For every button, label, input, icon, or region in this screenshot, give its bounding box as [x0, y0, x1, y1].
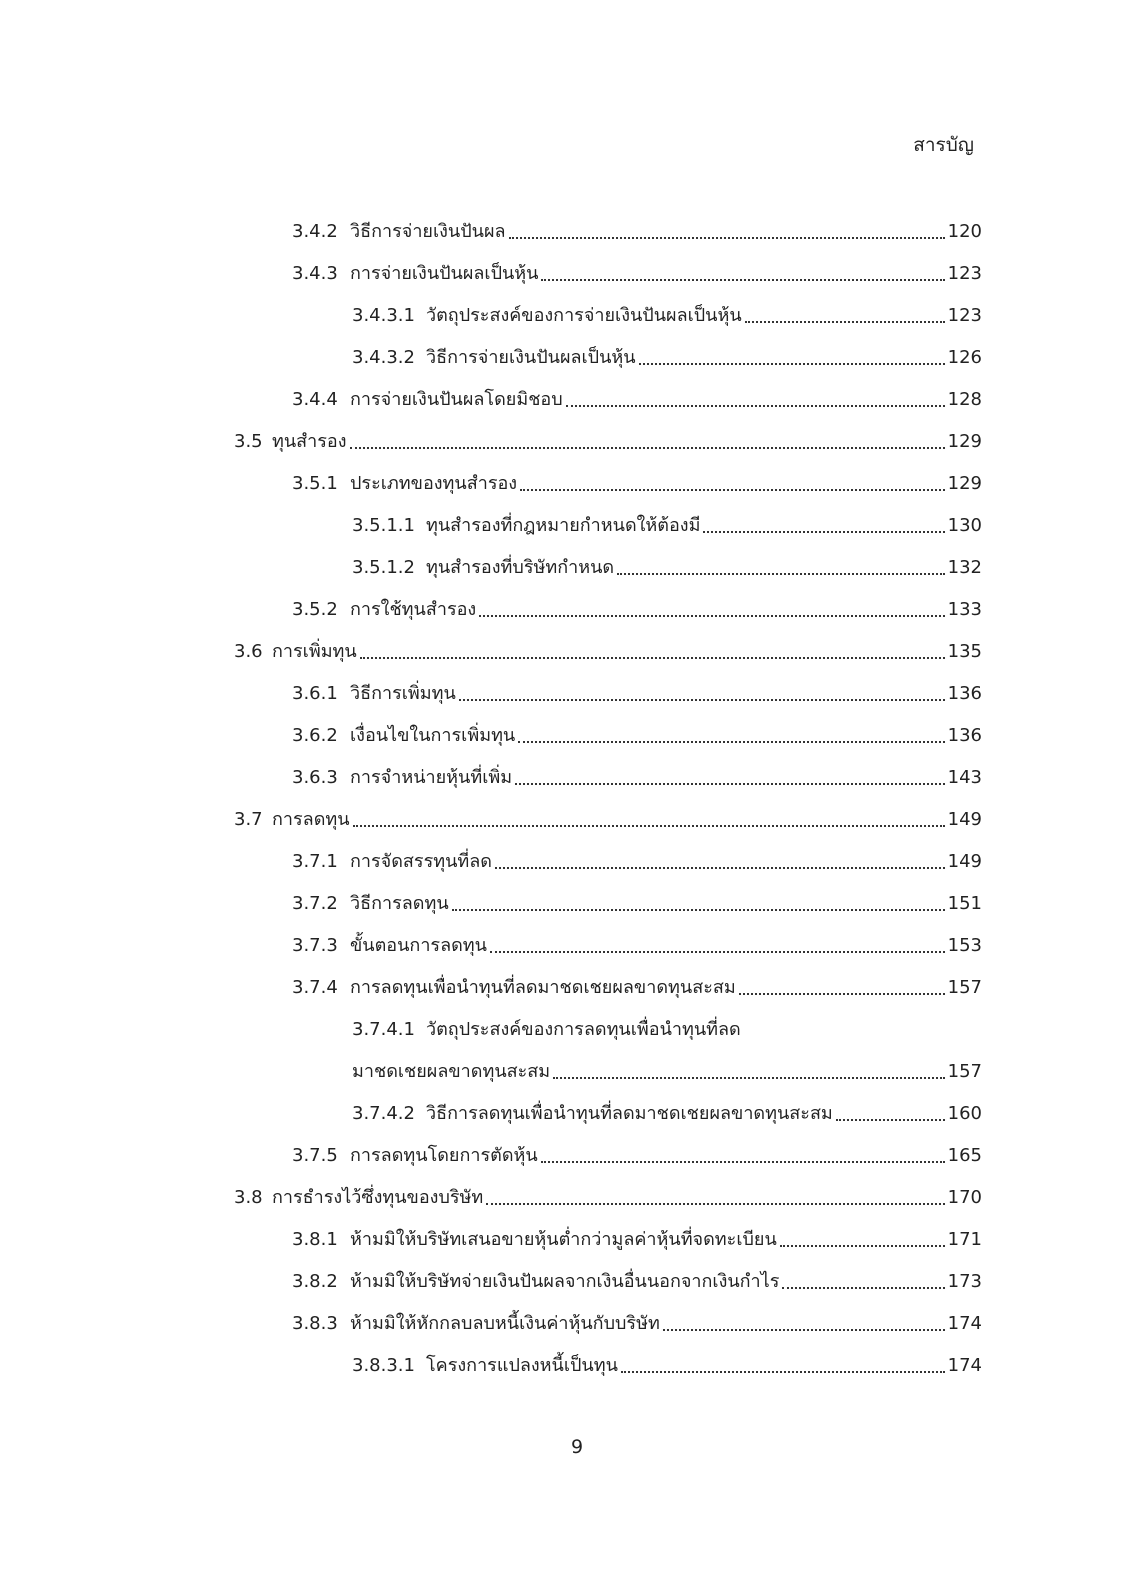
toc-entry-number: 3.6.3: [292, 767, 338, 788]
toc-entry-page: 120: [947, 221, 982, 242]
toc-entry-title: ทุนสำรองที่บริษัทกำหนด: [426, 557, 615, 578]
toc-entry-page: 136: [947, 725, 982, 746]
toc-entry-page: 165: [947, 1145, 982, 1166]
toc-entry-3-8-2[interactable]: [292, 1253, 982, 1295]
toc-entry-title: วิธีการลดทุน: [350, 893, 449, 914]
toc-entry-page: 129: [947, 473, 982, 494]
dot-leader: [780, 1245, 945, 1247]
toc-entry-title: ทุนสำรอง: [272, 431, 347, 452]
toc-entry-title: โครงการแปลงหนี้เป็นทุน: [426, 1355, 618, 1376]
toc-entry-title: การใช้ทุนสำรอง: [350, 599, 477, 620]
toc-entry-title: เงื่อนไขในการเพิ่มทุน: [350, 725, 516, 746]
toc-entry-number: 3.8.2: [292, 1271, 338, 1292]
toc-entry-title: วิธีการลดทุนเพื่อนำทุนที่ลดมาชดเชยผลขาดทุนสะสม: [426, 1103, 833, 1124]
toc-entry-number: 3.8.3.1: [352, 1355, 415, 1376]
toc-entry-page: 160: [947, 1103, 982, 1124]
toc-entry-title: วิธีการจ่ายเงินปันผล: [350, 221, 506, 242]
toc-entry-title: ประเภทของทุนสำรอง: [350, 473, 518, 494]
toc-entry-3-7-5[interactable]: [292, 1127, 982, 1169]
toc-entry-3-7-2[interactable]: [292, 875, 982, 917]
toc-entry-number: 3.7.4.2: [352, 1103, 415, 1124]
toc-entry-number: 3.4.2: [292, 221, 338, 242]
toc-entry-page: 136: [947, 683, 982, 704]
dot-leader: [617, 573, 945, 575]
toc-entry-page: 132: [947, 557, 982, 578]
dot-leader: [515, 783, 945, 785]
dot-leader: [353, 825, 945, 827]
toc-entry-title: การลดทุน: [272, 809, 350, 830]
dot-leader: [518, 741, 944, 743]
toc-entry-number: 3.5: [234, 431, 263, 452]
toc-entry-page: 170: [947, 1187, 982, 1208]
toc-entry-3-7-3[interactable]: [292, 917, 982, 959]
toc-entry-3-4-2[interactable]: [292, 203, 982, 245]
toc-entry-3-4-4[interactable]: [292, 371, 982, 413]
toc-entry-page: 143: [947, 767, 982, 788]
dot-leader: [639, 363, 945, 365]
dot-leader: [739, 993, 945, 995]
toc-entry-page: 123: [947, 263, 982, 284]
toc-entry-page: 174: [947, 1313, 982, 1334]
toc-entry-3-6[interactable]: [234, 623, 982, 665]
toc-entry-3-5-1-1[interactable]: [352, 497, 982, 539]
toc-entry-page: 149: [947, 851, 982, 872]
toc-entry-title: การจ่ายเงินปันผลโดยมิชอบ: [350, 389, 563, 410]
toc-entry-page: 129: [947, 431, 982, 452]
toc-entry-number: 3.8.3: [292, 1313, 338, 1334]
dot-leader: [663, 1329, 945, 1331]
toc-entry-page: 171: [947, 1229, 982, 1250]
toc-entry-page: 151: [947, 893, 982, 914]
dot-leader: [509, 237, 945, 239]
toc-entry-title: การจ่ายเงินปันผลเป็นหุ้น: [350, 263, 539, 284]
page-number: 9: [570, 1436, 584, 1458]
toc-entry-title: การธำรงไว้ซึ่งทุนของบริษัท: [272, 1187, 484, 1208]
toc-entry-page: 123: [947, 305, 982, 326]
toc-entry-page: 149: [947, 809, 982, 830]
toc-entry-number: 3.6.1: [292, 683, 338, 704]
toc-entry-number: 3.7.3: [292, 935, 338, 956]
dot-leader: [782, 1287, 944, 1289]
toc-entry-number: 3.6.2: [292, 725, 338, 746]
toc-entry-number: 3.4.3.1: [352, 305, 415, 326]
toc-entry-title: การเพิ่มทุน: [272, 641, 357, 662]
toc-entry-number: 3.4.4: [292, 389, 338, 410]
toc-entry-title: วัตถุประสงค์ของการจ่ายเงินปันผลเป็นหุ้น: [426, 305, 742, 326]
toc-entry-3-7-1[interactable]: [292, 833, 982, 875]
toc-entry-page: 126: [947, 347, 982, 368]
toc-entry-3-6-2[interactable]: [292, 707, 982, 749]
toc-entry-title: ห้ามมิให้หักกลบลบหนี้เงินค่าหุ้นกับบริษัท: [350, 1313, 660, 1334]
toc-entry-3-5-2[interactable]: [292, 581, 982, 623]
toc-entry-number: 3.7.4.1: [352, 1019, 415, 1040]
dot-leader: [553, 1077, 944, 1079]
toc-entry-page: 128: [947, 389, 982, 410]
dot-leader: [541, 279, 944, 281]
toc-entry-3-4-3-1[interactable]: [352, 287, 982, 329]
toc-entry-number: 3.5.1.2: [352, 557, 415, 578]
toc-entry-number: 3.8: [234, 1187, 263, 1208]
toc-entry-page: 157: [947, 1061, 982, 1082]
dot-leader: [490, 951, 945, 953]
toc-entry-3-7[interactable]: [234, 791, 982, 833]
toc-entry-page: 135: [947, 641, 982, 662]
toc-entry-3-8[interactable]: [234, 1169, 982, 1211]
toc-entry-title: ห้ามมิให้บริษัทเสนอขายหุ้นต่ำกว่ามูลค่าหุ้นที่จดทะเบียน: [350, 1229, 777, 1250]
toc-entry-page: 173: [947, 1271, 982, 1292]
toc-entry-number: 3.7.2: [292, 893, 338, 914]
toc-entry-page: 157: [947, 977, 982, 998]
toc-entry-3-4-3-2[interactable]: [352, 329, 982, 371]
toc-entry-3-5-1[interactable]: [292, 455, 982, 497]
dot-leader: [520, 489, 945, 491]
toc-entry-title: การจัดสรรทุนที่ลด: [350, 851, 492, 872]
toc-entry-number: 3.5.1.1: [352, 515, 415, 536]
toc-entry-number: 3.8.1: [292, 1229, 338, 1250]
toc-entry-3-7-4-1[interactable]: [352, 1001, 982, 1043]
toc-entry-title: วิธีการจ่ายเงินปันผลเป็นหุ้น: [426, 347, 636, 368]
toc-entry-page: 130: [947, 515, 982, 536]
toc-entry-title: การลดทุนเพื่อนำทุนที่ลดมาชดเชยผลขาดทุนสะสม: [350, 977, 736, 998]
toc-entry-3-8-3[interactable]: [292, 1295, 982, 1337]
toc-entry-page: 174: [947, 1355, 982, 1376]
toc-entry-number: 3.7.4: [292, 977, 338, 998]
toc-entry-3-6-1[interactable]: [292, 665, 982, 707]
dot-leader: [836, 1119, 945, 1121]
toc-entry-page: 133: [947, 599, 982, 620]
toc-entry-number: 3.5.2: [292, 599, 338, 620]
toc-entry-number: 3.5.1: [292, 473, 338, 494]
page-title: สารบัญ: [913, 134, 974, 156]
toc-entry-title: ทุนสำรองที่กฎหมายกำหนดให้ต้องมี: [426, 515, 701, 536]
toc-entry-3-5[interactable]: [234, 413, 982, 455]
dot-leader: [703, 531, 944, 533]
toc-entry-title: วัตถุประสงค์ของการลดทุนเพื่อนำทุนที่ลด: [426, 1019, 741, 1040]
toc-entry-title: การลดทุนโดยการตัดหุ้น: [350, 1145, 538, 1166]
dot-leader: [360, 657, 945, 659]
toc-entry-number: 3.4.3.2: [352, 347, 415, 368]
toc-entry-3-7-4-1-continued[interactable]: [352, 1043, 982, 1085]
toc-entry-number: 3.7.5: [292, 1145, 338, 1166]
dot-leader: [541, 1161, 945, 1163]
toc-entry-3-8-1[interactable]: [292, 1211, 982, 1253]
dot-leader: [486, 1203, 944, 1205]
toc-entry-title: มาชดเชยผลขาดทุนสะสม: [352, 1061, 551, 1082]
dot-leader: [745, 321, 945, 323]
dot-leader: [479, 615, 944, 617]
toc-entry-page: 153: [947, 935, 982, 956]
toc-entry-number: 3.6: [234, 641, 263, 662]
toc-entry-3-7-4-2[interactable]: [352, 1085, 982, 1127]
toc-entry-title: ห้ามมิให้บริษัทจ่ายเงินปันผลจากเงินอื่นนอกจากเงินกำไร: [350, 1271, 780, 1292]
toc-entry-title: การจำหน่ายหุ้นที่เพิ่ม: [350, 767, 513, 788]
toc-entry-3-8-3-1[interactable]: [352, 1337, 982, 1379]
dot-leader: [495, 867, 945, 869]
toc-entry-3-6-3[interactable]: [292, 749, 982, 791]
toc-entry-title: ขั้นตอนการลดทุน: [350, 935, 487, 956]
toc-entry-number: 3.7: [234, 809, 263, 830]
toc-entry-number: 3.7.1: [292, 851, 338, 872]
toc-entry-number: 3.4.3: [292, 263, 338, 284]
dot-leader: [350, 447, 945, 449]
toc-entry-3-5-1-2[interactable]: [352, 539, 982, 581]
dot-leader: [621, 1371, 945, 1373]
toc-entry-3-4-3[interactable]: [292, 245, 982, 287]
dot-leader: [459, 699, 945, 701]
toc-entry-3-7-4[interactable]: [292, 959, 982, 1001]
dot-leader: [566, 405, 945, 407]
toc-entry-title: วิธีการเพิ่มทุน: [350, 683, 456, 704]
dot-leader: [452, 909, 945, 911]
